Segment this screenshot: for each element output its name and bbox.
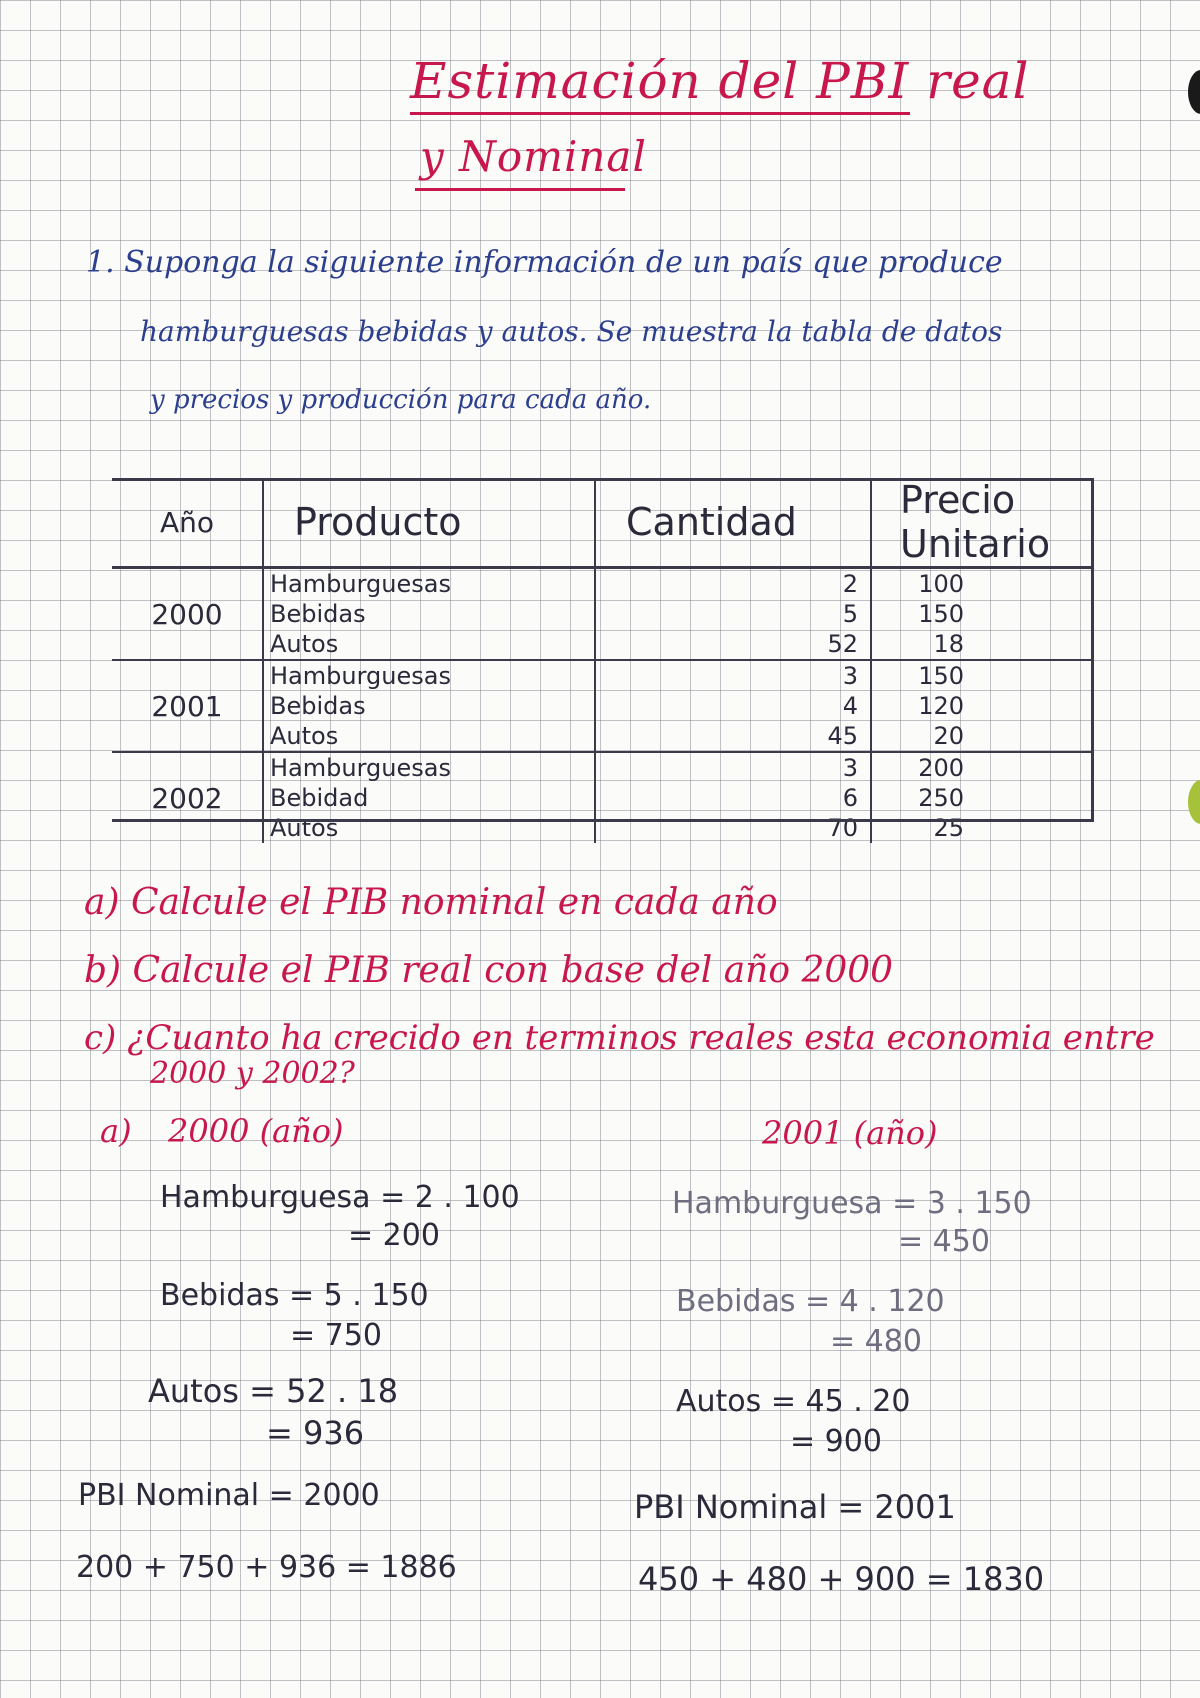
quantity-cell: 5 [595,599,871,629]
product-cell: Hamburguesas [263,568,595,600]
problem-line-2: hamburguesas bebidas y autos. Se muestra la tabla de datos [140,315,1003,348]
solution-2001-heading: 2001 (año) [762,1114,938,1152]
product-cell: Autos [263,629,595,660]
question-c-line-2: 2000 y 2002? [150,1056,355,1091]
quantity-cell: 3 [595,752,871,783]
product-cell: Autos [263,721,595,752]
calc-2000-bebidas-result: = 750 [290,1318,382,1353]
calc-2000-hamburguesa-result: = 200 [348,1218,440,1253]
product-cell: Bebidad [263,783,595,813]
quantity-cell: 4 [595,691,871,721]
page-subtitle: y Nominal [420,132,647,181]
price-cell: 100 [918,570,964,598]
year-cell: 2000 [112,568,263,661]
subtitle-underline [415,188,625,191]
header-unit-price: Precio Unitario [871,478,1094,568]
calc-2001-hamburguesa: Hamburguesa = 3 . 150 [672,1186,1032,1221]
price-cell: 200 [918,754,964,782]
quantity-cell: 3 [595,660,871,691]
solution-2000-heading: 2000 (año) [168,1112,344,1150]
question-b: b) Calcule el PIB real con base del año 2000 [84,950,894,991]
header-quantity: Cantidad [595,478,871,568]
price-cell: 25 [933,814,964,842]
calc-2001-autos: Autos = 45 . 20 [676,1384,911,1419]
product-cell: Bebidas [263,599,595,629]
calc-2000-bebidas: Bebidas = 5 . 150 [160,1278,429,1313]
calc-2001-bebidas: Bebidas = 4 . 120 [676,1284,945,1319]
calc-2001-hamburguesa-result: = 450 [898,1224,990,1259]
product-cell: Hamburguesas [263,752,595,783]
pbi-nominal-2001-label: PBI Nominal = 2001 [634,1488,956,1526]
quantity-cell: 6 [595,783,871,813]
calc-2000-autos: Autos = 52 . 18 [148,1372,399,1410]
year-cell: 2001 [112,660,263,752]
page-title: Estimación del PBI real [410,52,1030,110]
price-cell: 150 [918,662,964,690]
binder-tab-mark [1188,780,1200,824]
product-cell: Hamburguesas [263,660,595,691]
quantity-cell: 45 [595,721,871,752]
calc-2001-autos-result: = 900 [790,1424,882,1459]
price-cell: 150 [918,600,964,628]
calc-2000-autos-result: = 936 [266,1414,365,1452]
header-product: Producto [263,478,595,568]
question-c-line-1: c) ¿Cuanto ha crecido en terminos reales esta economia entre [84,1018,1155,1058]
problem-line-1: 1. Suponga la siguiente información de un país que produce [86,245,1003,280]
price-cell: 20 [871,721,1094,752]
binder-hole-mark [1188,70,1200,114]
price-cell: 250 [918,784,964,812]
title-underline [410,112,910,115]
price-cell: 18 [871,629,1094,660]
quantity-cell: 52 [595,629,871,660]
calc-2000-hamburguesa: Hamburguesa = 2 . 100 [160,1180,520,1215]
calc-2001-bebidas-result: = 480 [830,1324,922,1359]
table-frame [112,478,1094,822]
quantity-cell: 70 [595,813,871,843]
quantity-cell: 2 [595,568,871,600]
pbi-nominal-2001-sum: 450 + 480 + 900 = 1830 [638,1560,1045,1598]
question-a: a) Calcule el PIB nominal en cada año [84,882,778,923]
pbi-nominal-2000-sum: 200 + 750 + 936 = 1886 [76,1550,457,1585]
header-year: Año [112,478,263,568]
year-cell: 2002 [112,752,263,843]
product-cell: Bebidas [263,691,595,721]
price-cell: 120 [918,692,964,720]
problem-line-3: y precios y producción para cada año. [150,385,652,415]
product-cell: Autos [263,813,595,843]
pbi-nominal-2000-label: PBI Nominal = 2000 [78,1478,380,1513]
solution-label: a) [100,1112,132,1150]
